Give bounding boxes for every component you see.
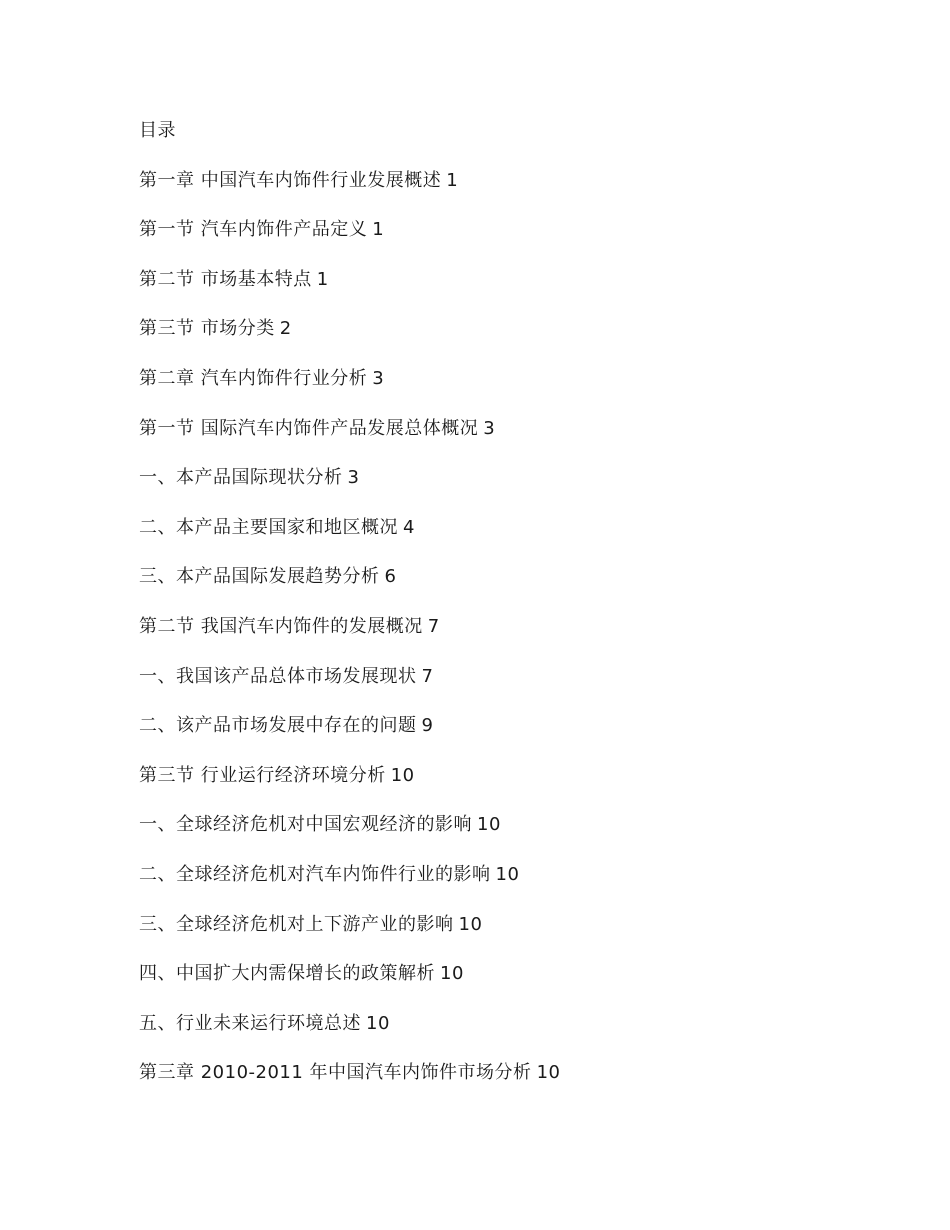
toc-entry-text: 三、全球经济危机对上下游产业的影响	[139, 913, 454, 935]
toc-entry	[139, 415, 899, 443]
toc-entry	[139, 911, 899, 939]
toc-entry-page: 10	[536, 1062, 561, 1084]
toc-entry-text: 二、全球经济危机对汽车内饰件行业的影响	[139, 863, 491, 885]
toc-entry-page: 10	[440, 963, 464, 985]
toc-entry-text: 第三节 市场分类	[139, 318, 275, 340]
toc-entry-text: 一、我国该产品总体市场发展现状	[139, 665, 417, 687]
toc-entry	[139, 464, 899, 492]
toc-entry	[139, 365, 899, 393]
toc-entry	[139, 514, 899, 542]
toc-entry-page: 3	[483, 417, 496, 439]
toc-entry-page: 3	[372, 367, 385, 389]
toc-entry-text: 第三节 行业运行经济环境分析	[139, 764, 386, 786]
toc-entry-text: 二、该产品市场发展中存在的问题	[139, 715, 417, 737]
toc-entry	[139, 762, 899, 790]
toc-entry-page: 6	[384, 566, 397, 588]
toc-entry	[139, 861, 899, 889]
toc-entry	[139, 811, 899, 839]
toc-entry-page: 3	[347, 467, 360, 489]
toc-entry-text: 三、本产品国际发展趋势分析	[139, 566, 380, 588]
toc-entry-page: 10	[390, 764, 415, 786]
toc-entry-page: 7	[421, 665, 434, 687]
toc-entry	[139, 712, 899, 740]
toc-entry-text: 第一章 中国汽车内饰件行业发展概述	[139, 169, 442, 191]
toc-title: 目录	[139, 120, 176, 141]
toc-entry	[139, 167, 899, 195]
toc-entry-text: 第二节 我国汽车内饰件的发展概况	[139, 615, 423, 637]
toc-entry	[139, 960, 899, 988]
toc-entry-page: 1	[372, 219, 385, 241]
toc-entry-page: 1	[316, 268, 329, 290]
toc-entry	[139, 563, 899, 591]
toc-entry	[139, 1010, 899, 1038]
toc-entry	[139, 663, 899, 691]
table-of-contents	[139, 117, 899, 1109]
toc-entry-text: 一、全球经济危机对中国宏观经济的影响	[139, 814, 472, 836]
toc-entry	[139, 315, 899, 343]
toc-entry-text: 第三章 2010-2011 年中国汽车内饰件市场分析	[139, 1062, 532, 1084]
toc-entry-page: 10	[495, 863, 520, 885]
toc-entry	[139, 1059, 899, 1087]
toc-entry-text: 二、本产品主要国家和地区概况	[139, 516, 398, 538]
toc-entry-page: 2	[279, 318, 292, 340]
toc-entry-text: 第二章 汽车内饰件行业分析	[139, 367, 368, 389]
toc-entry-page: 10	[477, 814, 501, 836]
toc-entry	[139, 613, 899, 641]
toc-entry	[139, 216, 899, 244]
toc-entry-page: 10	[458, 913, 483, 935]
toc-entry-text: 第一节 汽车内饰件产品定义	[139, 219, 368, 241]
toc-entry-page: 9	[421, 715, 434, 737]
toc-entry-text: 四、中国扩大内需保增长的政策解析	[139, 963, 435, 985]
toc-entry-page: 7	[427, 615, 440, 637]
toc-entry-text: 第二节 市场基本特点	[139, 268, 312, 290]
toc-entry-text: 五、行业未来运行环境总述	[139, 1012, 361, 1034]
toc-entry-text: 一、本产品国际现状分析	[139, 467, 343, 489]
toc-entry-page: 4	[403, 516, 415, 538]
toc-entry	[139, 266, 899, 294]
toc-entry-page: 10	[366, 1012, 390, 1034]
toc-entry-text: 第一节 国际汽车内饰件产品发展总体概况	[139, 417, 479, 439]
toc-entry-page: 1	[446, 169, 459, 191]
toc-list	[139, 167, 899, 1088]
